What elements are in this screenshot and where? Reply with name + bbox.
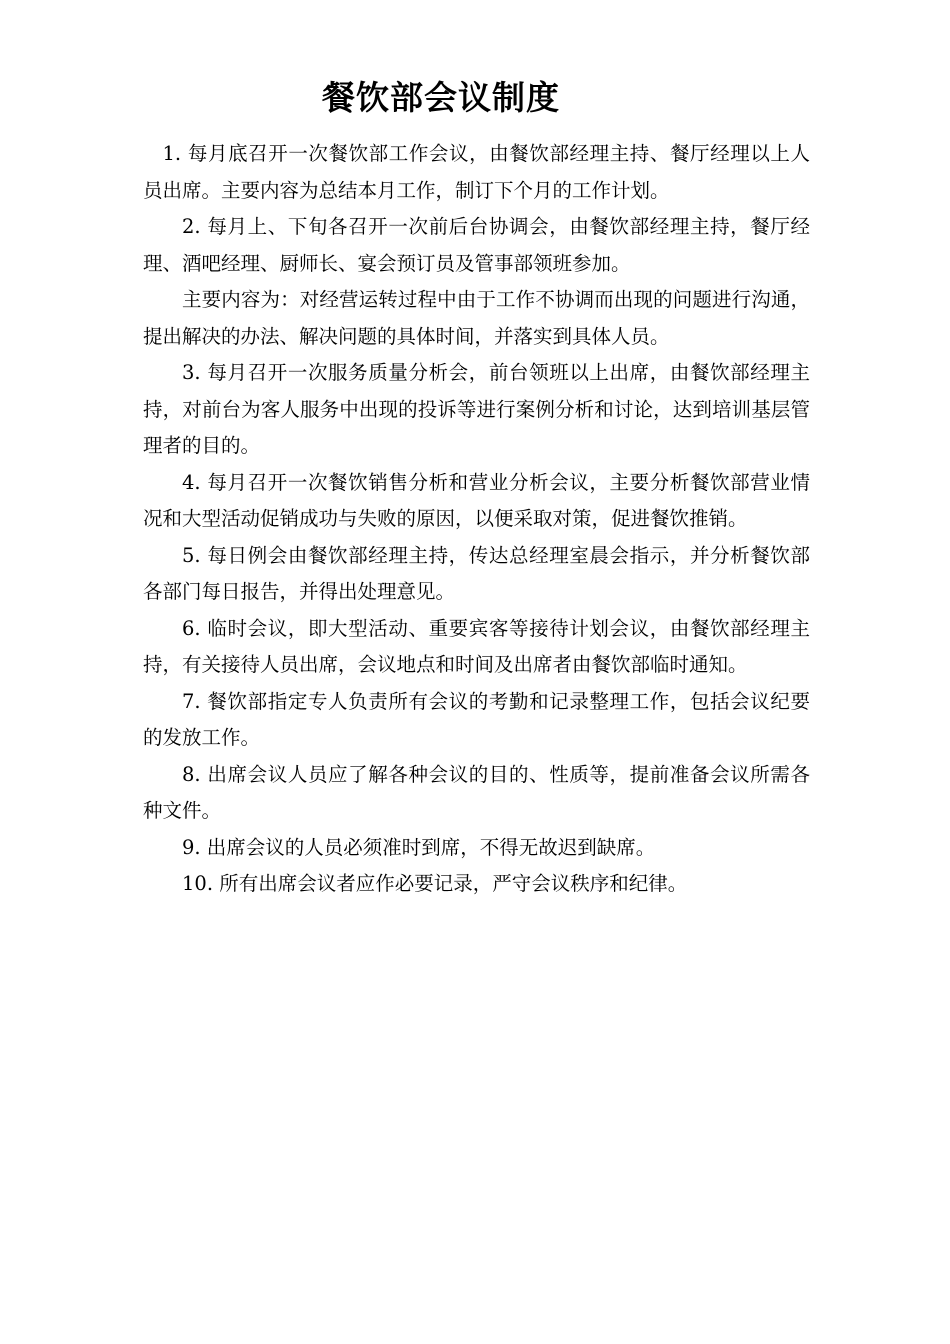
paragraph-1: 1. 每月底召开一次餐饮部工作会议，由餐饮部经理主持、餐厅经理以上人员出席。主要内容为总结本月工作，制订下个月的工作计划。: [143, 142, 810, 202]
paragraph-3: 3. 每月召开一次服务质量分析会，前台领班以上出席，由餐饮部经理主持，对前台为客人服务中出现的投诉等进行案例分析和讨论，达到培训基层管理者的目的。: [143, 361, 810, 457]
paragraph-10: 10. 所有出席会议者应作必要记录，严守会议秩序和纪律。: [182, 872, 688, 895]
paragraph-6: 6. 临时会议，即大型活动、重要宾客等接待计划会议，由餐饮部经理主持，有关接待人员出席，会议地点和时间及出席者由餐饮部临时通知。: [143, 616, 810, 676]
document-body: [143, 136, 810, 903]
paragraph-5: 5. 每日例会由餐饮部经理主持，传达总经理室晨会指示，并分析餐饮部各部门每日报告，并得出处理意见。: [143, 543, 810, 603]
page-title: 餐饮部会议制度: [322, 78, 560, 117]
paragraph-9: 9. 出席会议的人员必须准时到席，不得无故迟到缺席。: [182, 835, 656, 859]
paragraph-2-content: 主要内容为：对经营运转过程中由于工作不协调而出现的问题进行沟通，提出解决的办法、解决问题的具体时间，并落实到具体人员。: [143, 288, 810, 348]
paragraph-2: 2. 每月上、下旬各召开一次前后台协调会，由餐饮部经理主持，餐厅经理、酒吧经理、厨师长、宴会预订员及管事部领班参加。: [143, 215, 810, 275]
paragraph-7: 7. 餐饮部指定专人负责所有会议的考勤和记录整理工作，包括会议纪要的发放工作。: [143, 689, 810, 749]
paragraph-4: 4. 每月召开一次餐饮销售分析和营业分析会议，主要分析餐饮部营业情况和大型活动促销成功与失败的原因，以便采取对策，促进餐饮推销。: [143, 470, 810, 530]
paragraph-8: 8. 出席会议人员应了解各种会议的目的、性质等，提前准备会议所需各种文件。: [143, 762, 810, 822]
